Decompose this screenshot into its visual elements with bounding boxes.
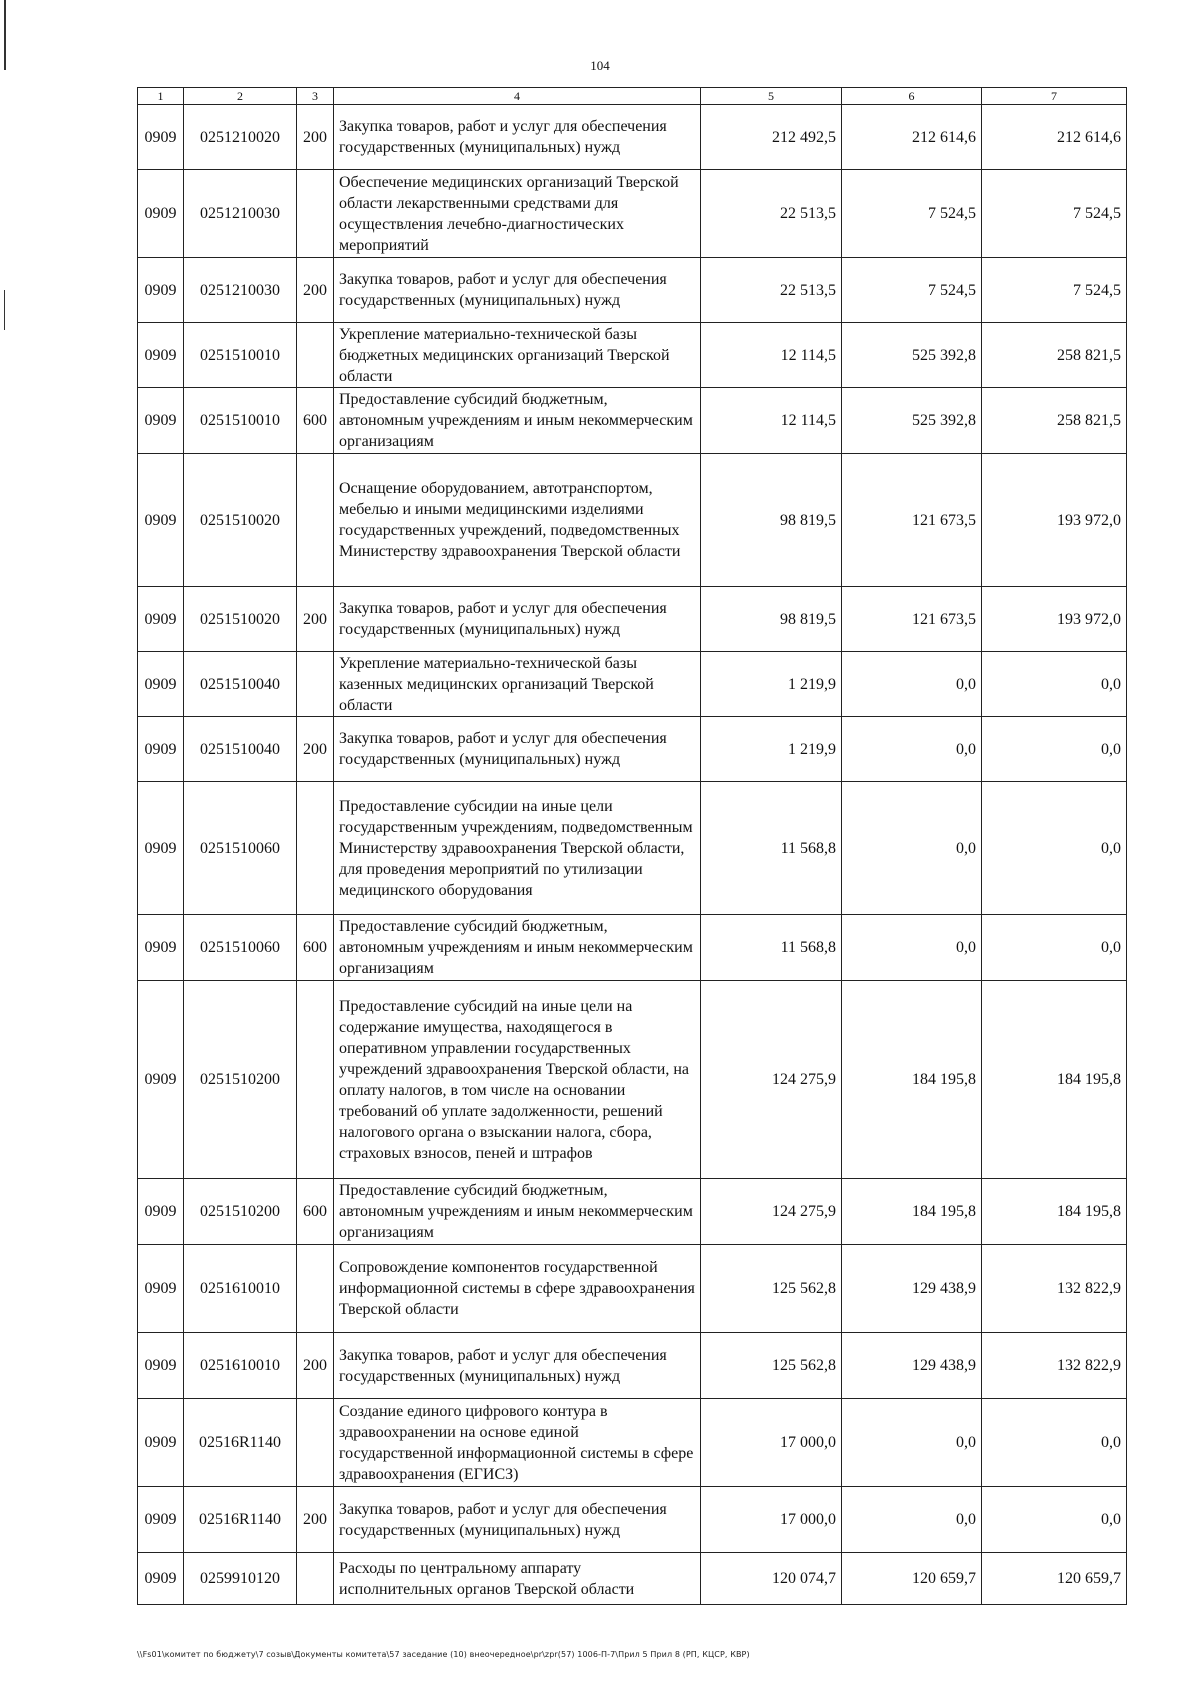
amount-col5-cell: 1 219,9 — [701, 717, 842, 782]
section-cell: 0909 — [138, 1179, 184, 1245]
section-cell: 0909 — [138, 105, 184, 170]
column-header: 6 — [842, 88, 982, 105]
table-row — [138, 1179, 1127, 1245]
column-header: 3 — [297, 88, 334, 105]
table-row — [138, 258, 1127, 323]
amount-col5-cell: 22 513,5 — [701, 170, 842, 258]
section-cell: 0909 — [138, 981, 184, 1179]
expense-type-cell — [297, 782, 334, 915]
amount-col7-cell: 0,0 — [982, 652, 1127, 717]
section-cell: 0909 — [138, 717, 184, 782]
amount-col5-cell: 212 492,5 — [701, 105, 842, 170]
table-row — [138, 782, 1127, 915]
amount-col7-cell: 7 524,5 — [982, 170, 1127, 258]
description-cell: Предоставление субсидий бюджетным, автономным учреждениям и иным некоммерческим организациям — [334, 1179, 701, 1245]
page-number: 104 — [590, 58, 610, 73]
code-cell: 0259910120 — [184, 1553, 297, 1605]
column-header: 7 — [982, 88, 1127, 105]
table-row — [138, 1399, 1127, 1487]
amount-col5-cell: 12 114,5 — [701, 388, 842, 454]
section-cell: 0909 — [138, 1245, 184, 1333]
description-cell: Предоставление субсидии на иные цели государственным учреждениям, подведомственным Министерству здравоохранения Тверской области, для проведения мероприятий по утилизации медицинского оборудования — [334, 782, 701, 915]
amount-col7-cell: 184 195,8 — [982, 981, 1127, 1179]
amount-col6-cell: 525 392,8 — [842, 388, 982, 454]
section-cell: 0909 — [138, 258, 184, 323]
description-cell: Предоставление субсидий на иные цели на содержание имущества, находящегося в оперативном управлении государственных учреждений здравоохранения Тверской области, на оплату налогов, в том числе на основании требований об уплате задолженности, решений налогового органа о взыскании налога, сбора, страховых взносов, пеней и штрафов — [334, 981, 701, 1179]
section-cell: 0909 — [138, 1487, 184, 1553]
table-row — [138, 323, 1127, 388]
amount-col5-cell: 125 562,8 — [701, 1333, 842, 1399]
section-cell: 0909 — [138, 915, 184, 981]
column-header: 4 — [334, 88, 701, 105]
expense-type-cell: 200 — [297, 258, 334, 323]
amount-col6-cell: 0,0 — [842, 1487, 982, 1553]
table-row — [138, 454, 1127, 587]
expense-type-cell: 600 — [297, 1179, 334, 1245]
amount-col7-cell: 0,0 — [982, 782, 1127, 915]
table-row — [138, 1245, 1127, 1333]
amount-col6-cell: 129 438,9 — [842, 1333, 982, 1399]
amount-col7-cell: 0,0 — [982, 1399, 1127, 1487]
expense-type-cell: 600 — [297, 915, 334, 981]
description-cell: Закупка товаров, работ и услуг для обеспечения государственных (муниципальных) нужд — [334, 1487, 701, 1553]
amount-col6-cell: 184 195,8 — [842, 1179, 982, 1245]
amount-col6-cell: 0,0 — [842, 1399, 982, 1487]
expense-type-cell — [297, 323, 334, 388]
amount-col5-cell: 98 819,5 — [701, 587, 842, 652]
amount-col6-cell: 184 195,8 — [842, 981, 982, 1179]
description-cell: Укрепление материально-технической базы бюджетных медицинских организаций Тверской области — [334, 323, 701, 388]
section-cell: 0909 — [138, 388, 184, 454]
column-header: 2 — [184, 88, 297, 105]
code-cell: 0251510010 — [184, 388, 297, 454]
table-row — [138, 717, 1127, 782]
table-row — [138, 981, 1127, 1179]
table-row — [138, 1553, 1127, 1605]
amount-col7-cell: 0,0 — [982, 717, 1127, 782]
amount-col7-cell: 193 972,0 — [982, 587, 1127, 652]
description-cell: Предоставление субсидий бюджетным, автономным учреждениям и иным некоммерческим организациям — [334, 915, 701, 981]
section-cell: 0909 — [138, 1399, 184, 1487]
amount-col5-cell: 11 568,8 — [701, 915, 842, 981]
description-cell: Укрепление материально-технической базы казенных медицинских организаций Тверской области — [334, 652, 701, 717]
expense-type-cell — [297, 981, 334, 1179]
description-cell: Предоставление субсидий бюджетным, автономным учреждениям и иным некоммерческим организациям — [334, 388, 701, 454]
amount-col7-cell: 258 821,5 — [982, 388, 1127, 454]
table-row — [138, 388, 1127, 454]
code-cell: 02516R1140 — [184, 1487, 297, 1553]
table-row — [138, 170, 1127, 258]
amount-col6-cell: 212 614,6 — [842, 105, 982, 170]
code-cell: 0251510200 — [184, 1179, 297, 1245]
amount-col5-cell: 124 275,9 — [701, 981, 842, 1179]
section-cell: 0909 — [138, 170, 184, 258]
amount-col5-cell: 11 568,8 — [701, 782, 842, 915]
expense-type-cell — [297, 1245, 334, 1333]
section-cell: 0909 — [138, 323, 184, 388]
column-header: 5 — [701, 88, 842, 105]
code-cell: 0251510040 — [184, 717, 297, 782]
code-cell: 0251610010 — [184, 1333, 297, 1399]
amount-col7-cell: 212 614,6 — [982, 105, 1127, 170]
description-cell: Сопровождение компонентов государственной информационной системы в сфере здравоохранения Тверской области — [334, 1245, 701, 1333]
amount-col5-cell: 124 275,9 — [701, 1179, 842, 1245]
description-cell: Создание единого цифрового контура в здравоохранении на основе единой государственной информационной системы в сфере здравоохранения (ЕГИСЗ) — [334, 1399, 701, 1487]
code-cell: 0251510200 — [184, 981, 297, 1179]
amount-col6-cell: 120 659,7 — [842, 1553, 982, 1605]
amount-col6-cell: 0,0 — [842, 652, 982, 717]
code-cell: 0251510020 — [184, 587, 297, 652]
code-cell: 02516R1140 — [184, 1399, 297, 1487]
column-number-row — [138, 88, 1127, 105]
amount-col7-cell: 120 659,7 — [982, 1553, 1127, 1605]
description-cell: Расходы по центральному аппарату исполнительных органов Тверской области — [334, 1553, 701, 1605]
amount-col5-cell: 17 000,0 — [701, 1487, 842, 1553]
amount-col7-cell: 132 822,9 — [982, 1245, 1127, 1333]
expense-type-cell: 200 — [297, 717, 334, 782]
table-row — [138, 652, 1127, 717]
expense-type-cell — [297, 1399, 334, 1487]
section-cell: 0909 — [138, 1333, 184, 1399]
amount-col5-cell: 98 819,5 — [701, 454, 842, 587]
table-row — [138, 915, 1127, 981]
amount-col5-cell: 120 074,7 — [701, 1553, 842, 1605]
amount-col7-cell: 7 524,5 — [982, 258, 1127, 323]
code-cell: 0251510040 — [184, 652, 297, 717]
table-row — [138, 105, 1127, 170]
code-cell: 0251210020 — [184, 105, 297, 170]
section-cell: 0909 — [138, 652, 184, 717]
amount-col6-cell: 0,0 — [842, 782, 982, 915]
amount-col6-cell: 0,0 — [842, 915, 982, 981]
amount-col5-cell: 12 114,5 — [701, 323, 842, 388]
table-row — [138, 1487, 1127, 1553]
amount-col7-cell: 0,0 — [982, 915, 1127, 981]
table-row — [138, 587, 1127, 652]
expense-type-cell — [297, 170, 334, 258]
amount-col6-cell: 7 524,5 — [842, 258, 982, 323]
expense-type-cell: 200 — [297, 587, 334, 652]
amount-col5-cell: 22 513,5 — [701, 258, 842, 323]
code-cell: 0251210030 — [184, 258, 297, 323]
amount-col7-cell: 132 822,9 — [982, 1333, 1127, 1399]
description-cell: Закупка товаров, работ и услуг для обеспечения государственных (муниципальных) нужд — [334, 258, 701, 323]
amount-col6-cell: 525 392,8 — [842, 323, 982, 388]
section-cell: 0909 — [138, 454, 184, 587]
code-cell: 0251610010 — [184, 1245, 297, 1333]
description-cell: Обеспечение медицинских организаций Тверской области лекарственными средствами для осуществления лечебно-диагностических мероприятий — [334, 170, 701, 258]
table-row — [138, 1333, 1127, 1399]
expense-type-cell — [297, 1553, 334, 1605]
amount-col7-cell: 184 195,8 — [982, 1179, 1127, 1245]
expense-type-cell: 600 — [297, 388, 334, 454]
amount-col5-cell: 1 219,9 — [701, 652, 842, 717]
amount-col5-cell: 17 000,0 — [701, 1399, 842, 1487]
amount-col6-cell: 121 673,5 — [842, 454, 982, 587]
amount-col7-cell: 0,0 — [982, 1487, 1127, 1553]
description-cell: Оснащение оборудованием, автотранспортом, мебелью и иными медицинскими изделиями государственных учреждений, подведомственных Министерству здравоохранения Тверской области — [334, 454, 701, 587]
expense-type-cell — [297, 652, 334, 717]
amount-col6-cell: 129 438,9 — [842, 1245, 982, 1333]
amount-col7-cell: 258 821,5 — [982, 323, 1127, 388]
column-header: 1 — [138, 88, 184, 105]
section-cell: 0909 — [138, 587, 184, 652]
amount-col6-cell: 7 524,5 — [842, 170, 982, 258]
expense-type-cell: 200 — [297, 1487, 334, 1553]
code-cell: 0251210030 — [184, 170, 297, 258]
budget-table — [137, 87, 1127, 1605]
description-cell: Закупка товаров, работ и услуг для обеспечения государственных (муниципальных) нужд — [334, 717, 701, 782]
footer-file-path: \\Fs01\комитет по бюджету\7 созыв\Документы комитета\57 заседание (10) внеочередное\pr\zpr(57) 1006-П-7\Прил 5 Прил 8 (РП, КЦСР, КВР) — [137, 1650, 750, 1659]
amount-col5-cell: 125 562,8 — [701, 1245, 842, 1333]
expense-type-cell — [297, 454, 334, 587]
code-cell: 0251510010 — [184, 323, 297, 388]
code-cell: 0251510020 — [184, 454, 297, 587]
description-cell: Закупка товаров, работ и услуг для обеспечения государственных (муниципальных) нужд — [334, 1333, 701, 1399]
section-cell: 0909 — [138, 782, 184, 915]
code-cell: 0251510060 — [184, 782, 297, 915]
expense-type-cell: 200 — [297, 1333, 334, 1399]
amount-col7-cell: 193 972,0 — [982, 454, 1127, 587]
table-body — [138, 105, 1127, 1605]
amount-col6-cell: 0,0 — [842, 717, 982, 782]
expense-type-cell: 200 — [297, 105, 334, 170]
code-cell: 0251510060 — [184, 915, 297, 981]
description-cell: Закупка товаров, работ и услуг для обеспечения государственных (муниципальных) нужд — [334, 105, 701, 170]
section-cell: 0909 — [138, 1553, 184, 1605]
description-cell: Закупка товаров, работ и услуг для обеспечения государственных (муниципальных) нужд — [334, 587, 701, 652]
margin-mark — [4, 290, 5, 330]
amount-col6-cell: 121 673,5 — [842, 587, 982, 652]
